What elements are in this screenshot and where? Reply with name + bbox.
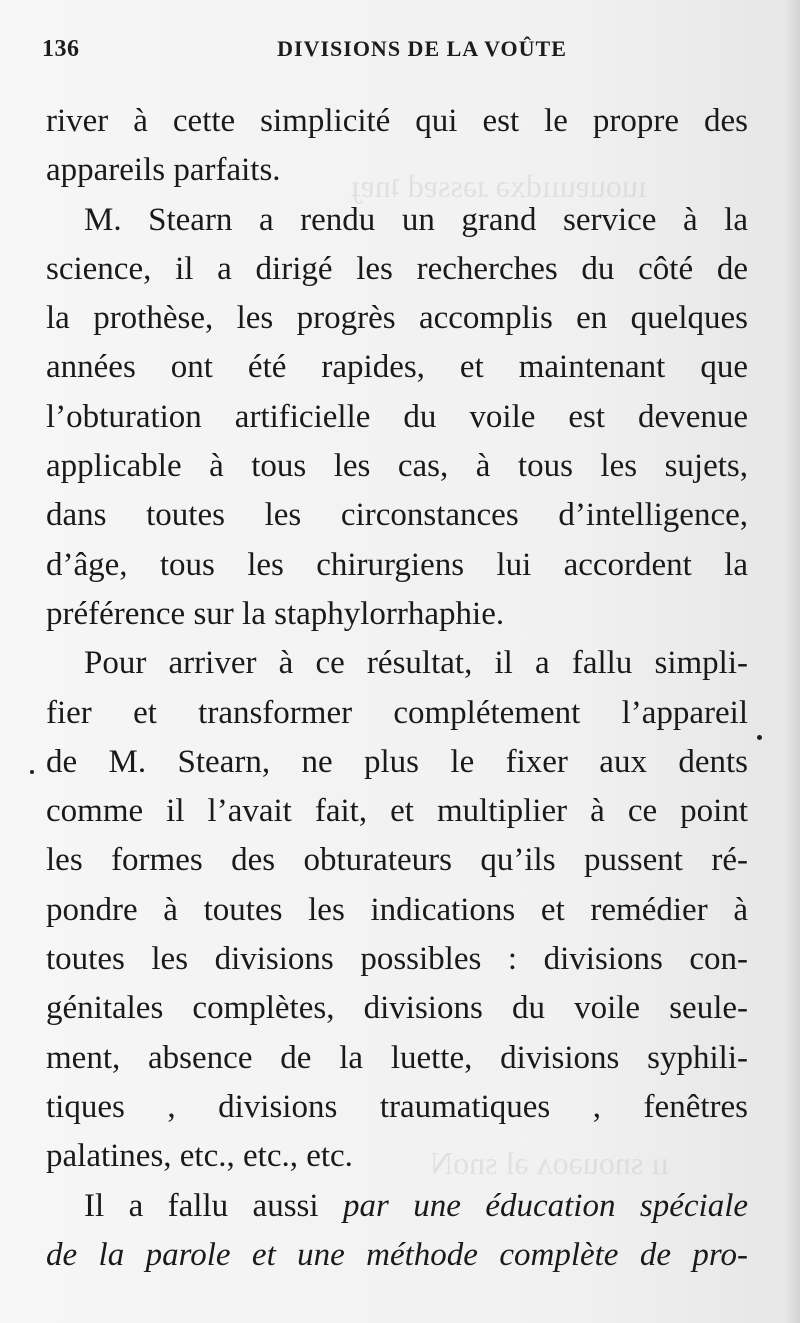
page-edge-shadow: [786, 0, 800, 1323]
text-line: préférence sur la staphylorrhaphie.: [46, 595, 505, 632]
text-line: comme il l’avait fait, et multiplier à ce point: [46, 793, 748, 830]
running-header: [42, 36, 742, 76]
text-line: années ont été rapides, et maintenant que: [46, 349, 748, 386]
text-line: l’obturation artificielle du voile est devenue: [46, 398, 748, 435]
show-through-text: ıı snouǝoʌ ǝl snoN: [430, 1145, 670, 1181]
text-line: Pour arriver à ce résultat, il a fallu simpli-: [84, 645, 748, 682]
show-through-text: ıuouɐuııdxǝ ɹǝssɐd ʇnɐɟ: [350, 168, 647, 204]
text-line: les formes des obturateurs qu’ils pussent ré-: [46, 842, 748, 879]
text-line: pondre à toutes les indications et remédier à: [46, 891, 748, 928]
body-text: [46, 97, 748, 1280]
roman-text: Il a fallu aussi: [84, 1187, 319, 1224]
text-line: applicable à tous les cas, à tous les sujets,: [46, 448, 748, 485]
ink-speck: [757, 735, 762, 740]
text-line: science, il a dirigé les recherches du côté de: [46, 250, 748, 287]
text-line: toutes les divisions possibles : divisions con-: [46, 941, 748, 978]
page-number: 136: [42, 36, 80, 62]
text-line: la prothèse, les progrès accomplis en quelques: [46, 300, 748, 337]
text-line: fier et transformer complétement l’appareil: [46, 694, 748, 731]
text-line: ment, absence de la luette, divisions syphili-: [46, 1039, 748, 1076]
text-line: palatines, etc., etc., etc.: [46, 1138, 353, 1175]
text-line: dans toutes les circonstances d’intelligence,: [46, 497, 748, 534]
text-line: M. Stearn a rendu un grand service à la: [84, 201, 748, 238]
text-line: appareils parfaits.: [46, 152, 281, 189]
running-title: DIVISIONS DE LA VOÛTE: [277, 36, 567, 61]
text-line: de M. Stearn, ne plus le fixer aux dents: [46, 743, 748, 780]
text-line-italic: de la parole et une méthode complète de pro-: [46, 1236, 748, 1273]
text-line: d’âge, tous les chirurgiens lui accordent la: [46, 546, 748, 583]
italic-text: par une éducation spéciale: [343, 1187, 748, 1224]
text-line: river à cette simplicité qui est le propre des: [46, 103, 748, 139]
text-line-mixed: [46, 1182, 748, 1231]
ink-speck: [30, 770, 34, 774]
text-line: génitales complètes, divisions du voile seule-: [46, 990, 748, 1027]
text-line: tiques , divisions traumatiques , fenêtres: [46, 1088, 748, 1125]
